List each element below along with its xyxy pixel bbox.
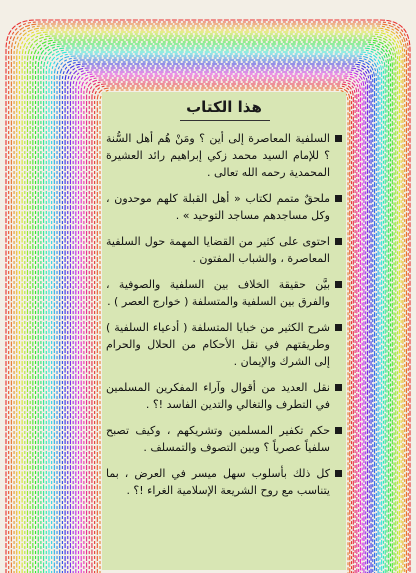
list-item bbox=[106, 422, 342, 456]
square-bullet-icon bbox=[335, 281, 342, 288]
list-item-text: شرح الكثير من خبايا المتسلفة ( أدعياء السلفية ) وطريقتهم في نقل الأحكام من الحلال والحرام إلى الشرك والإيمان . bbox=[106, 321, 330, 368]
square-bullet-icon bbox=[335, 384, 342, 391]
title-underline bbox=[180, 120, 270, 121]
square-bullet-icon bbox=[335, 195, 342, 202]
list-item-text: كل ذلك بأسلوب سهل ميسر في العرض ، بما يتناسب مع روح الشريعة الإسلامية الغراء !؟ . bbox=[106, 467, 330, 497]
square-bullet-icon bbox=[335, 238, 342, 245]
list-item-text: حكم تكفير المسلمين وتشريكهم ، وكيف تصبح سلفياً عصرياً ؟ وبين التصوف والتمسلف . bbox=[106, 424, 330, 454]
list-item bbox=[106, 276, 342, 310]
square-bullet-icon bbox=[335, 135, 342, 142]
list-item-text: السلفية المعاصرة إلى أين ؟ ومَنْ هُم أهل السُّنة ؟ للإمام السيد محمد زكي إبراهيم رائد العشيرة المحمدية رحمه الله تعالى . bbox=[106, 132, 330, 179]
list-item-text: بيَّن حقيقة الخلاف بين السلفية والصوفية ، والفرق بين السلفية والمتسلفة ( خوارج العصر ) . bbox=[106, 278, 330, 308]
square-bullet-icon bbox=[335, 324, 342, 331]
list-item bbox=[106, 379, 342, 413]
list-item bbox=[106, 319, 342, 370]
list-item-text: ملحقٌ متمم لكتاب « أهل القبلة كلهم موحدون ، وكل مساجدهم مساجد التوحيد » . bbox=[106, 192, 330, 222]
page-title: هذا الكتاب bbox=[186, 98, 262, 116]
list-item bbox=[106, 130, 342, 181]
list-item bbox=[106, 233, 342, 267]
feature-list bbox=[106, 130, 342, 508]
list-item-text: احتوى على كثير من القضايا المهمة حول السلفية المعاصرة ، والشباب المفتون . bbox=[106, 235, 330, 265]
square-bullet-icon bbox=[335, 470, 342, 477]
square-bullet-icon bbox=[335, 427, 342, 434]
list-item bbox=[106, 465, 342, 499]
list-item-text: نقل العديد من أقوال وآراء المفكرين المسلمين في التطرف والتغالي والتدين الفاسد !؟ . bbox=[106, 381, 330, 411]
content-panel bbox=[102, 92, 346, 570]
list-item bbox=[106, 190, 342, 224]
